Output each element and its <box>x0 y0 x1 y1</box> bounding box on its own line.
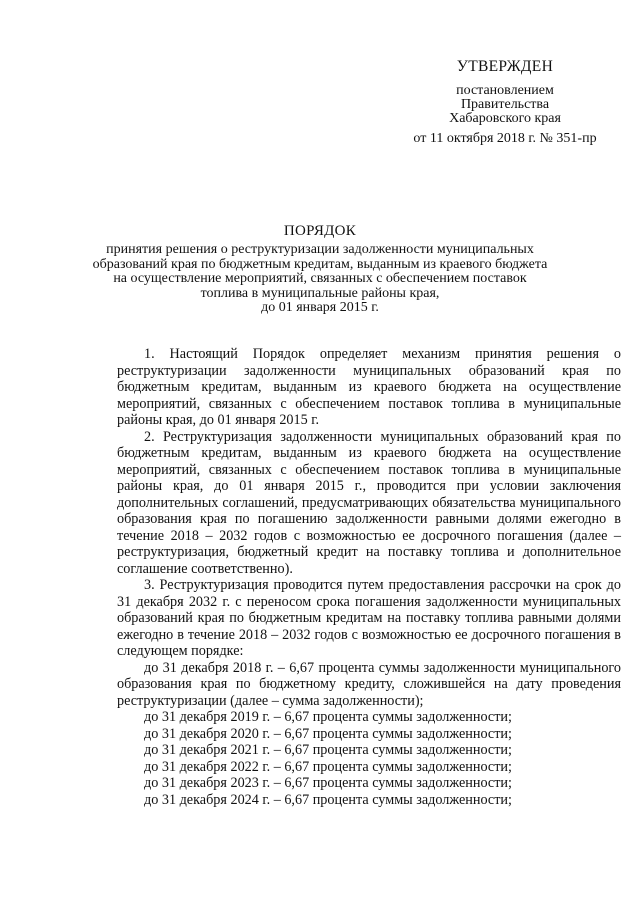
schedule-item: до 31 декабря 2022 г. – 6,67 процента суммы задолженности; <box>144 758 512 775</box>
paragraph-1: 1. Настоящий Порядок определяет механизм принятия решения о реструктуризации задолженности муниципальных образований края по бюджетным кредитам, выданным из краевого бюджета на осуществление мероприятий, связанных с обеспечением поставок топлива в муниципальные районы края, до 01 января 2015 г. <box>117 346 621 428</box>
paragraph-3: 3. Реструктуризация проводится путем предоставления рассрочки на срок до 31 декабря 2032 г. с переносом срока погашения задолженности муниципальных образований края по бюджетным кредитам на поставку топлива равными долями ежегодно в течение 2018 – 2032 годов с возможностью ее досрочного погашения в следующем порядке: <box>117 577 621 659</box>
approved-heading: УТВЕРЖДЕН <box>456 58 554 75</box>
approval-line-2: Правительства <box>460 97 550 112</box>
approval-line-3: Хабаровского края <box>449 111 561 126</box>
subtitle-line: образований края по бюджетным кредитам, выданным из краевого бюджета <box>92 256 548 272</box>
schedule-item: до 31 декабря 2020 г. – 6,67 процента суммы задолженности; <box>144 725 512 742</box>
paragraph-2: 2. Реструктуризация задолженности муниципальных образований края по бюджетным кредитам, выданным из краевого бюджета на осуществление мероприятий, связанных с обеспечением поставок топлива в муниципальные районы края, до 01 января 2015 г., проводится при условии заключения дополнительных соглашений, предусматривающих обязательства муниципального образования края по погашению задолженности равными долями ежегодно в течение 2018 – 2032 годов с возможностью ее досрочного погашения (далее – реструктуризация, бюджетный кредит на поставку топлива и дополнительное соглашение соответственно). <box>117 428 621 577</box>
schedule-item: до 31 декабря 2021 г. – 6,67 процента суммы задолженности; <box>144 742 512 758</box>
subtitle-line: принятия решения о реструктуризации задолженности муниципальных <box>106 242 534 257</box>
subtitle-line: на осуществление мероприятий, связанных с обеспечением поставок <box>113 271 527 286</box>
schedule-item: до 31 декабря 2024 г. – 6,67 процента суммы задолженности; <box>144 791 512 808</box>
title-subtitle <box>0 243 640 316</box>
subtitle-line: до 01 января 2015 г. <box>261 300 379 315</box>
document-title <box>0 222 640 316</box>
approval-block <box>395 58 615 146</box>
title-heading: ПОРЯДОК <box>283 223 357 239</box>
approval-line-1: постановлением <box>456 83 554 98</box>
paragraph-4: до 31 декабря 2018 г. – 6,67 процента суммы задолженности муниципального образования края по бюджетному кредиту, сложившейся на дату проведения реструктуризации (далее – сумма задолженности); <box>117 659 621 709</box>
subtitle-line: топлива в муниципальные районы края, <box>200 285 440 301</box>
schedule-item: до 31 декабря 2019 г. – 6,67 процента суммы задолженности; <box>144 709 512 725</box>
schedule-item: до 31 декабря 2023 г. – 6,67 процента суммы задолженности; <box>144 775 512 791</box>
document-body <box>117 346 621 808</box>
approval-date: от 11 октября 2018 г. № 351-пр <box>413 131 597 146</box>
